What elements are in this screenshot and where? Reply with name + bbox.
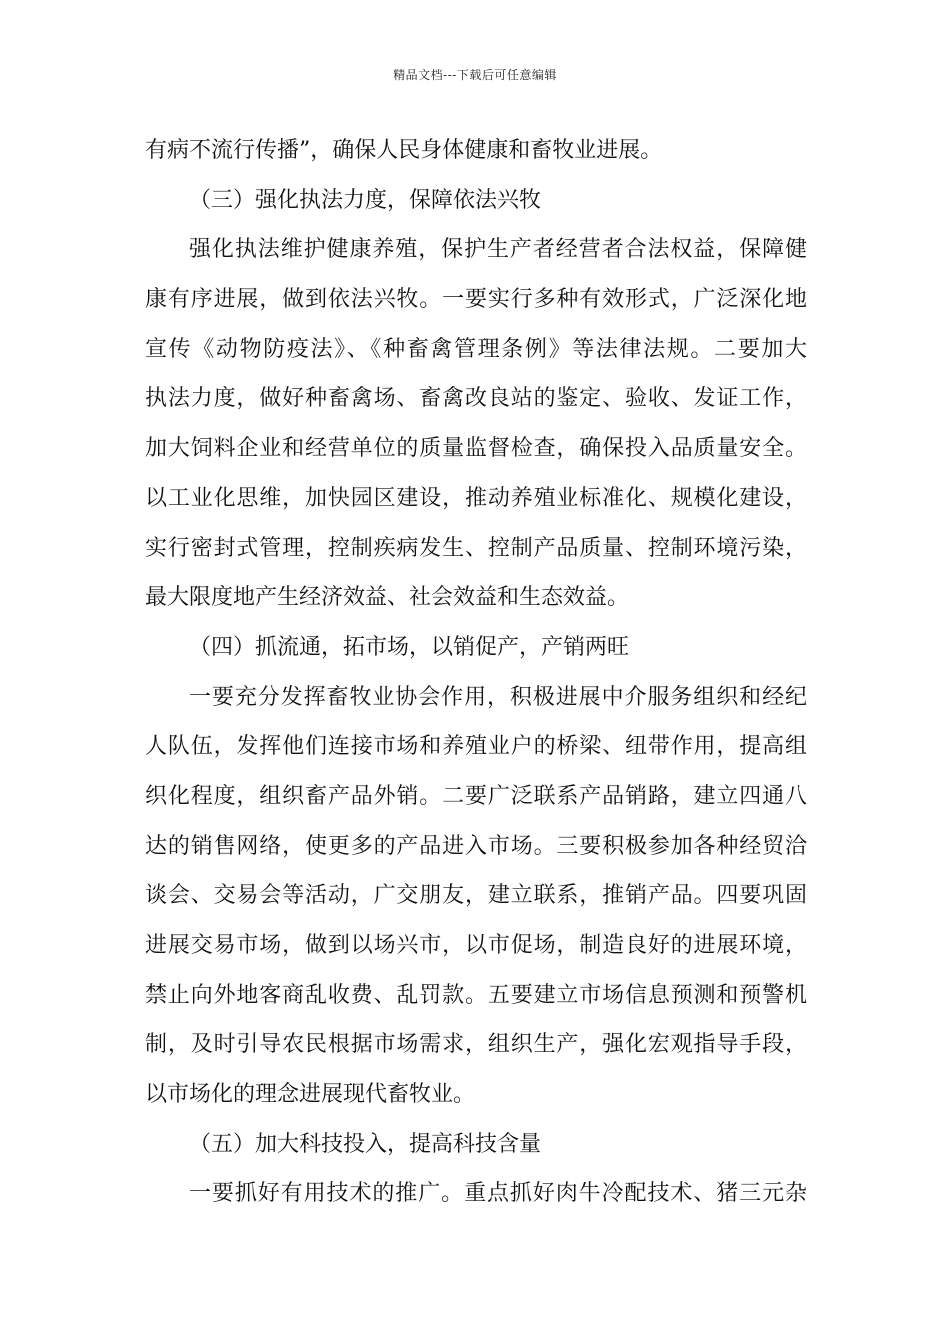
paragraph-line: 织化程度，组织畜产品外销。二要广泛联系产品销路，建立四通八 (145, 783, 807, 809)
paragraph-line: 强化执法维护健康养殖，保护生产者经营者合法权益，保障健 (189, 237, 807, 263)
paragraph-line: 以市场化的理念进展现代畜牧业。 (145, 1082, 476, 1108)
paragraph-line: 制，及时引导农民根据市场需求，组织生产，强化宏观指导手段， (145, 1032, 807, 1058)
paragraph-line: 进展交易市场，做到以场兴市，以市促场，制造良好的进展环境， (145, 933, 807, 958)
paragraph-line: 执法力度，做好种畜禽场、畜禽改良站的鉴定、验收、发证工作， (145, 386, 807, 412)
paragraph-line: 谈会、交易会等活动，广交朋友，建立联系，推销产品。四要巩固 (145, 883, 807, 909)
page-header: 精品文档---下载后可任意编辑 (393, 68, 557, 82)
section-heading: （五）加大科技投入，提高科技含量 (189, 1131, 542, 1157)
paragraph-line: 加大饲料企业和经营单位的质量监督检查，确保投入品质量安全。 (145, 436, 807, 462)
document-body (145, 126, 807, 1219)
paragraph-line: 达的销售网络，使更多的产品进入市场。三要积极参加各种经贸洽 (145, 833, 807, 859)
paragraph-line: 人队伍，发挥他们连接市场和养殖业户的桥梁、纽带作用，提高组 (145, 734, 807, 760)
section-heading: （三）强化执法力度，保障依法兴牧 (189, 187, 542, 213)
paragraph-line: 禁止向外地客商乱收费、乱罚款。五要建立市场信息预测和预警机 (145, 982, 807, 1008)
paragraph-line: 以工业化思维，加快园区建设，推动养殖业标准化、规模化建设， (145, 485, 807, 511)
paragraph-line: 康有序进展，做到依法兴牧。一要实行多种有效形式，广泛深化地 (145, 287, 807, 313)
paragraph-line: 实行密封式管理，控制疾病发生、控制产品质量、控制环境污染， (145, 535, 807, 561)
paragraph-line: 宣传《动物防疫法》、《种畜禽管理条例》等法律法规。二要加大 (145, 336, 807, 362)
paragraph-line: 一要抓好有用技术的推广。重点抓好肉牛冷配技术、猪三元杂 (189, 1181, 807, 1207)
paragraph-line: 有病不流行传播”，确保人民身体健康和畜牧业进展。 (145, 138, 663, 163)
section-heading: （四）抓流通，拓市场，以销促产，产销两旺 (189, 634, 630, 660)
paragraph-line: 一要充分发挥畜牧业协会作用，积极进展中介服务组织和经纪 (189, 684, 807, 710)
paragraph-line: 最大限度地产生经济效益、社会效益和生态效益。 (145, 585, 630, 611)
